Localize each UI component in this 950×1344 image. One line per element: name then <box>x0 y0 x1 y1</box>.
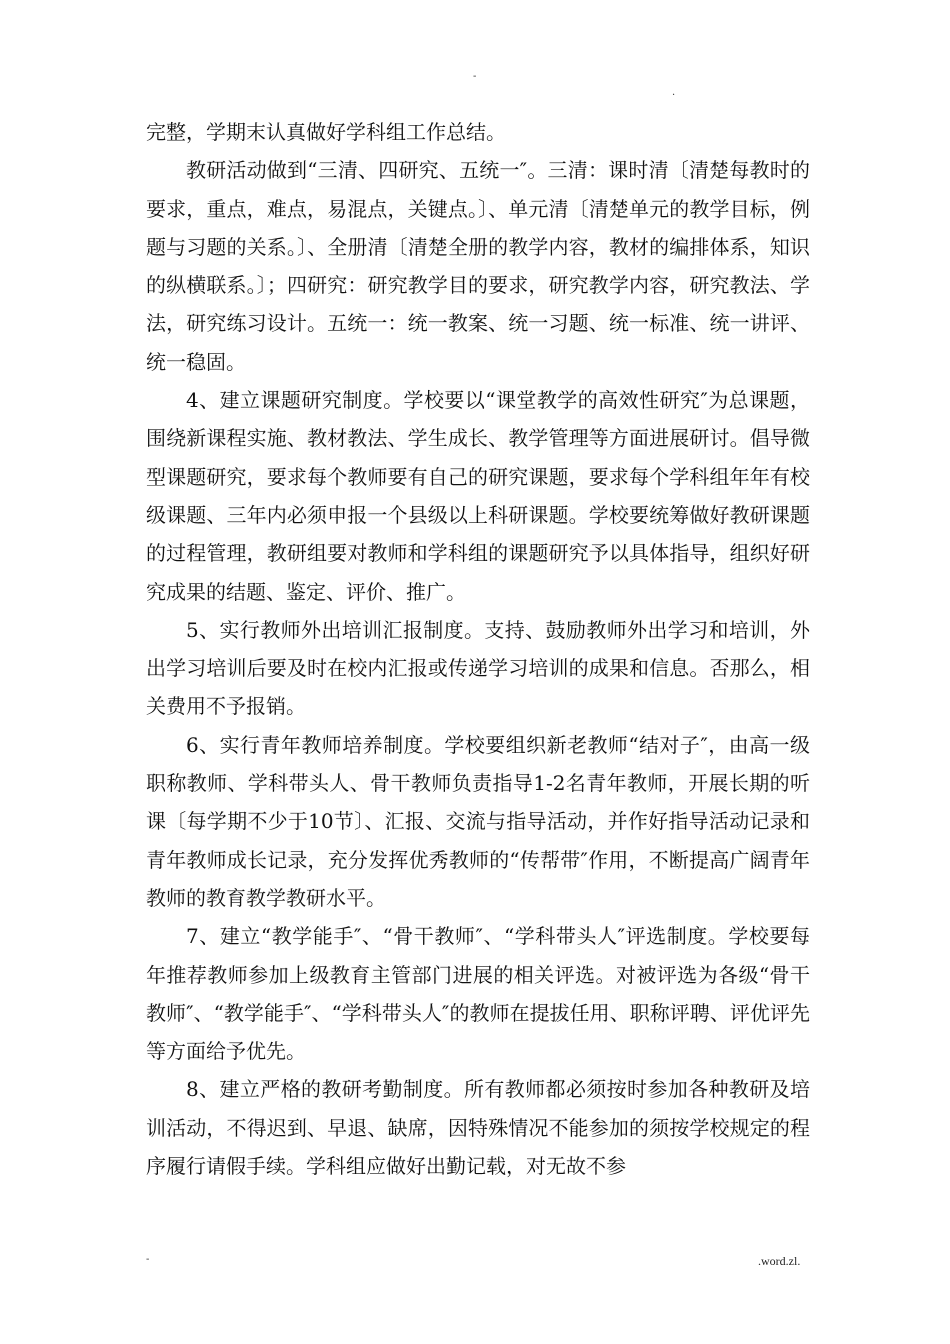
paragraph-item-8: 8、建立严格的教研考勤制度。所有教师都必须按时参加各种教研及培训活动，不得迟到、早退、缺席，因特殊情况不能参加的须按学校规定的程序履行请假手续。学科组应做好出勤记载，对无故不参 <box>146 1077 810 1179</box>
paragraph-continuation: 完整，学期末认真做好学科组工作总结。 <box>146 120 506 144</box>
document-body <box>146 113 810 1185</box>
paragraph-item-5: 5、实行教师外出培训汇报制度。支持、鼓励教师外出学习和培训，外出学习培训后要及时在校内汇报或传递学习培训的成果和信息。否那么，相关费用不予报销。 <box>146 617 810 719</box>
paragraph-teaching-research-activities: 教研活动做到“三清、四研究、五统一″。三清：课时清〔清楚每教时的要求，重点，难点，易混点，关键点。〕、单元清〔清楚单元的教学目标，例题与习题的关系。〕、全册清〔清楚全册的教学内容，教材的编排体系，知识的纵横联系。〕；四研究：研究教学目的要求，研究教学内容，研究教法、学法，研究练习设计。五统一：统一教案、统一习题、统一标准、统一讲评、统一稳固。 <box>146 158 810 374</box>
paragraph-item-6: 6、实行青年教师培养制度。学校要组织新老教师“结对子″，由高一级职称教师、学科带头人、骨干教师负责指导1-2名青年教师，开展长期的听课〔每学期不少于10节〕、汇报、交流与指导活动，并作好指导活动记录和青年教师成长记录，充分发挥优秀教师的“传帮带″作用，不断提高广阔青年教师的教育教学教研水平。 <box>146 732 810 910</box>
header-mark-left: - <box>473 71 477 82</box>
paragraph-item-4: 4、建立课题研究制度。学校要以“课堂教学的高效性研究″为总课题，围绕新课程实施、教材教法、学生成长、教学管理等方面进展研讨。倡导微型课题研究，要求每个教师要有自己的研究课题，要求每个学科组年年有校级课题、三年内必须申报一个县级以上科研课题。学校要统筹做好教研课题的过程管理，教研组要对教师和学科组的课题研究予以具体指导，组织好研究成果的结题、鉴定、评价、推广。 <box>146 388 810 604</box>
footer-watermark: .word.zl. <box>758 1254 801 1268</box>
paragraph-item-7: 7、建立“教学能手″、“骨干教师″、“学科带头人″评选制度。学校要每年推荐教师参加上级教育主管部门进展的相关评选。对被评选为各级“骨干教师″、“教学能手″、“学科带头人″的教师在提拔任用、职称评聘、评优评先等方面给予优先。 <box>146 924 810 1064</box>
footer-mark-left: - <box>146 1254 150 1265</box>
header-mark-right: . <box>672 87 676 98</box>
